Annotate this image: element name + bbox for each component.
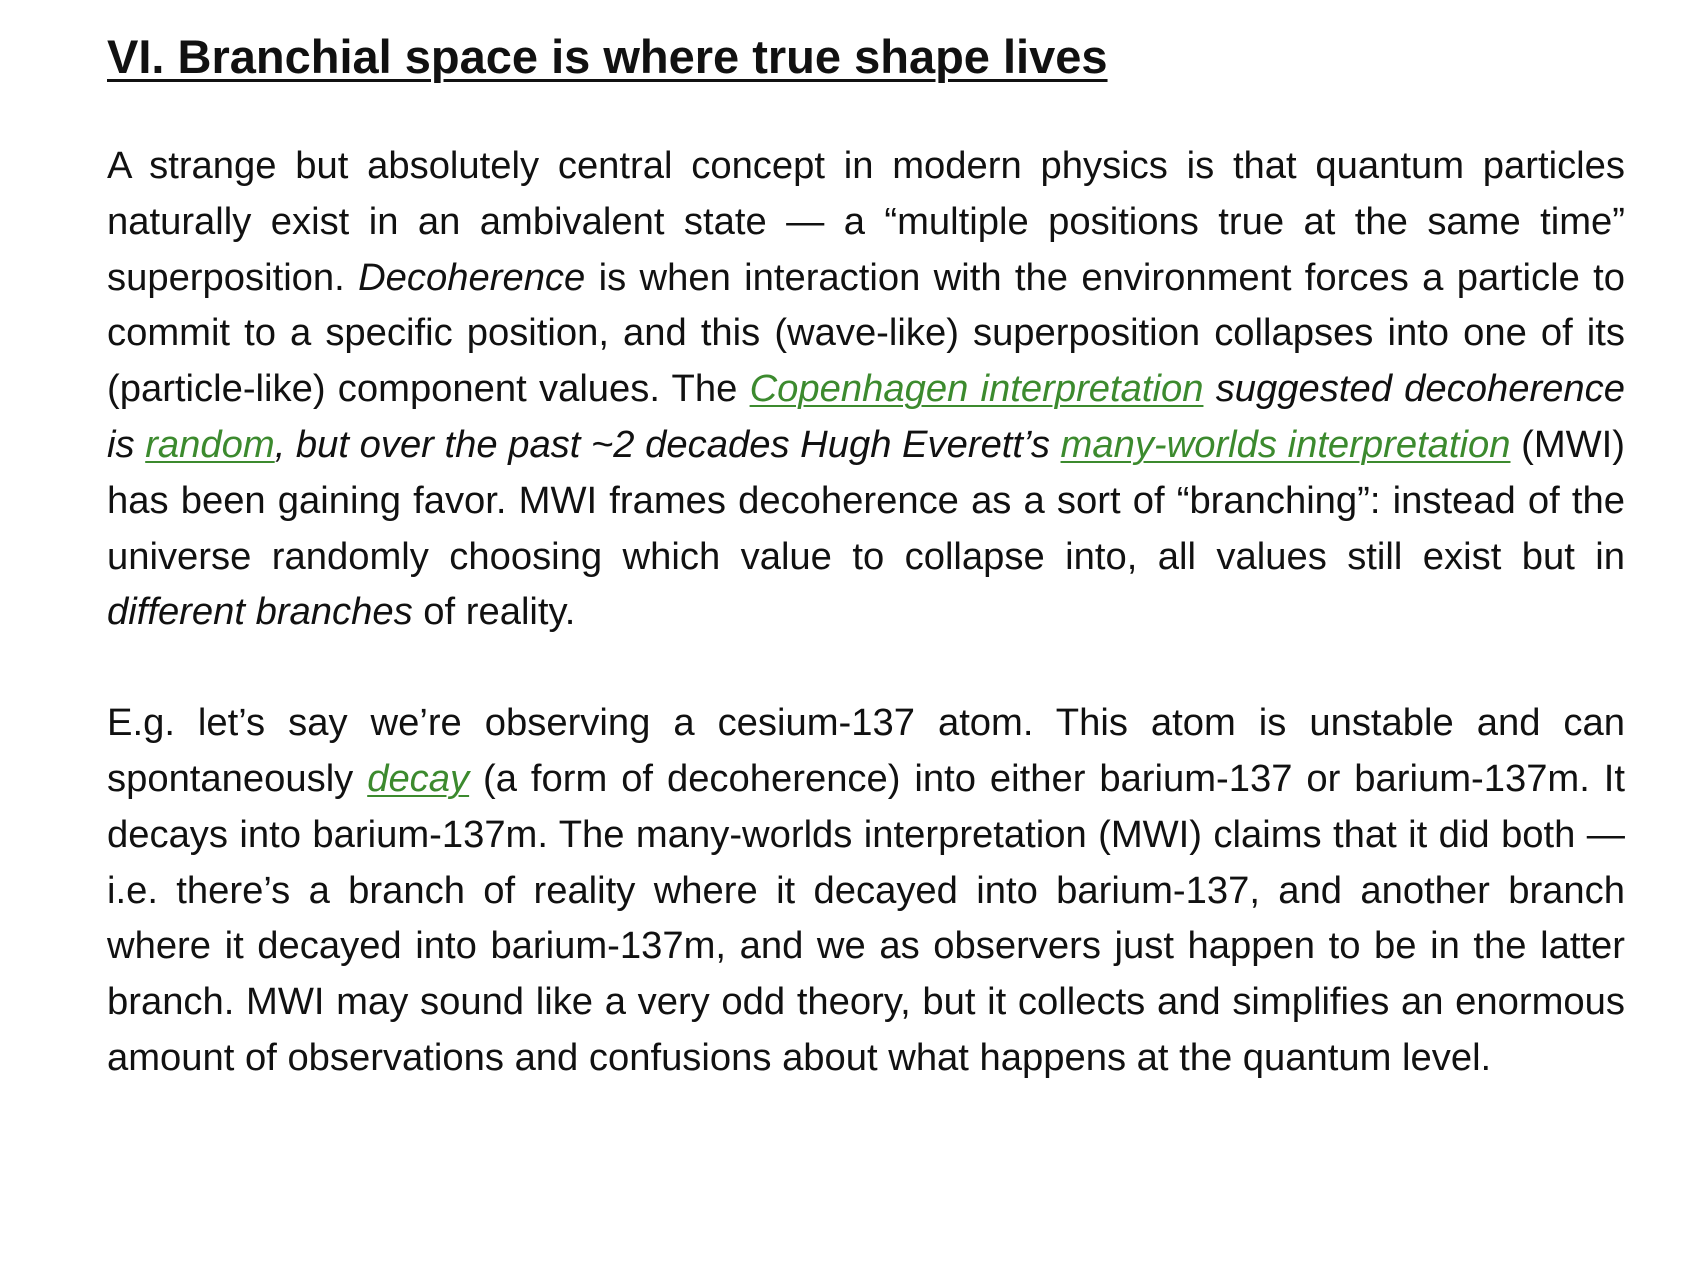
link-copenhagen-interpretation[interactable]: Copenhagen interpretation [749, 367, 1204, 411]
p1-italic-text-1: suggested decoherence is [107, 367, 1625, 466]
link-decay[interactable]: decay [367, 756, 470, 800]
section-heading: VI. Branchial space is where true shape lives [107, 30, 1108, 83]
p1-italic-text-2: , but over the past ~2 decades Hugh Everett’s [274, 422, 1061, 466]
document-page [107, 26, 1625, 1141]
p2-text-1: E.g. let’s say we’re observing a cesium-137 atom. This atom is unstable and can spontaneously [107, 701, 1625, 800]
paragraph-2 [107, 695, 1625, 1086]
link-many-worlds-interpretation[interactable]: many-worlds interpretation [1060, 422, 1511, 466]
link-random[interactable]: random [145, 422, 275, 466]
p1-italic-different-branches: different branches [107, 590, 413, 634]
p1-text-3: (MWI) has been gaining favor. MWI frames decoherence as a sort of “branching”: instead of the universe randomly choosing which value to collapse into, all values still exist but in [107, 422, 1626, 578]
p1-italic-decoherence: Decoherence [358, 255, 586, 299]
p1-text-2: is when interaction with the environment forces a particle to commit to a specific position, and this (wave-like) superposition collapses into one of its (particle-like) component values. The [107, 255, 1625, 411]
p1-text-1: A strange but absolutely central concept in modern physics is that quantum particles naturally exist in an ambivalent state — a “multiple positions true at the same time” superposition. [107, 144, 1625, 299]
p2-text-2: (a form of decoherence) into either barium-137 or barium-137m. It decays into barium-137m. The many-worlds interpretation (MWI) claims that it did both — i.e. there’s a branch of reality where it decayed into barium-137, and another branch where it decayed into barium-137m, and we as observers just happen to be in the latter branch. MWI may sound like a very odd theory, but it collects and simplifies an enormous amount of observations and confusions about what happens at the quantum level. [107, 756, 1625, 1079]
paragraph-1 [107, 138, 1625, 640]
p1-text-4: of reality. [412, 590, 576, 634]
